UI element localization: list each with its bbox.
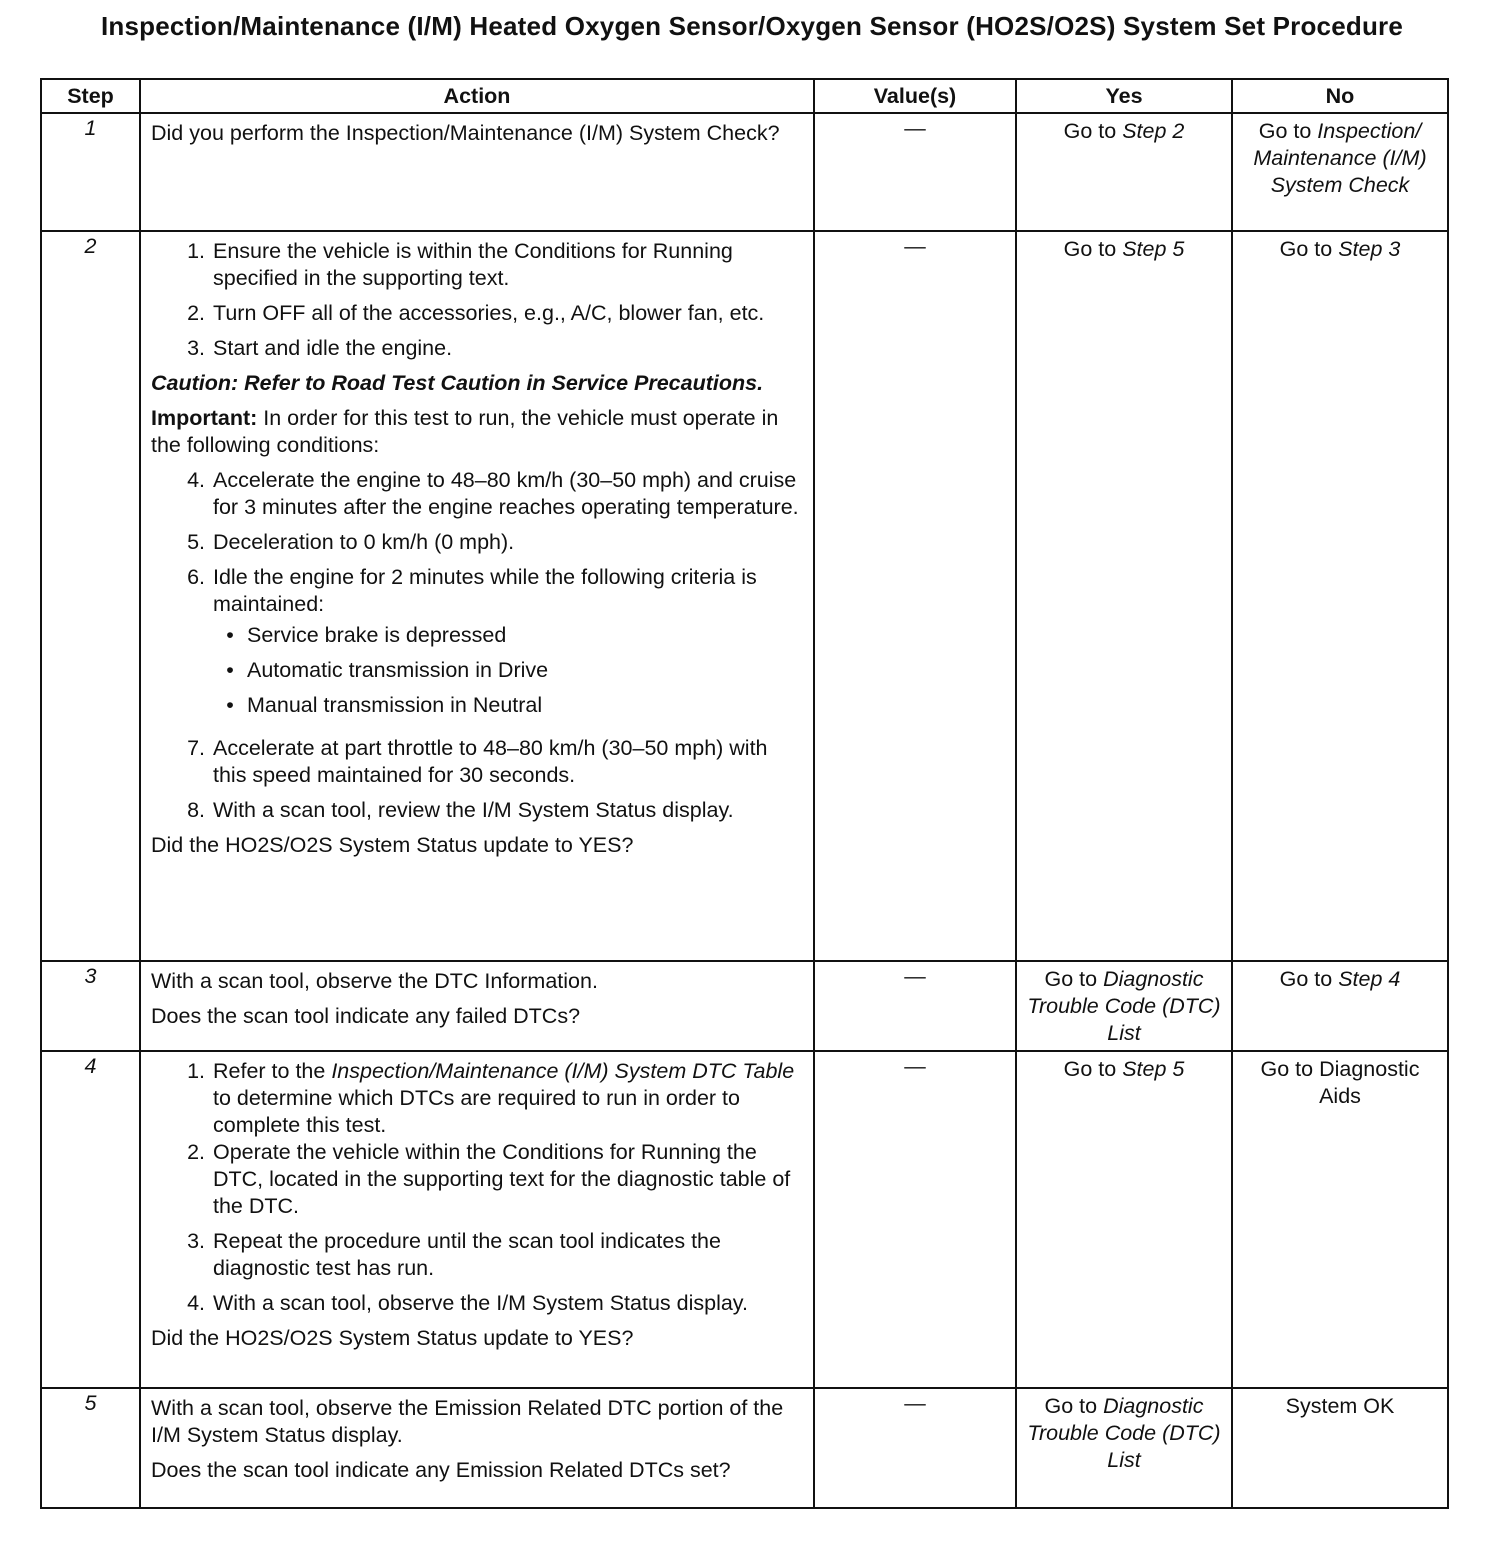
yes-cell	[1016, 231, 1232, 961]
action-cell	[140, 1388, 814, 1508]
table-row	[41, 961, 1448, 1051]
yes-target: Diagnostic Trouble Code (DTC) List	[1027, 967, 1221, 1045]
yes-prefix: Go to	[1063, 237, 1123, 261]
table-row	[41, 1051, 1448, 1388]
page-title: Inspection/Maintenance (I/M) Heated Oxygen Sensor/Oxygen Sensor (HO2S/O2S) System Set Procedure	[100, 11, 1404, 41]
yes-prefix: Go to	[1063, 1057, 1123, 1081]
list-item	[151, 238, 803, 292]
yes-target: Step 2	[1122, 119, 1185, 143]
item-text: Ensure the vehicle is within the Conditions for Running specified in the supporting text.	[213, 239, 733, 290]
list-item	[151, 467, 803, 521]
no-cell: Go to Diagnostic Aids	[1232, 1051, 1448, 1388]
step-number: 1	[41, 113, 140, 231]
action-cell	[140, 231, 814, 961]
bullet-icon: •	[226, 658, 234, 682]
item-number: 3.	[187, 1229, 205, 1253]
step-number: 3	[41, 961, 140, 1051]
yes-target: Step 5	[1122, 237, 1185, 261]
table-row	[41, 1388, 1448, 1508]
list-item	[151, 797, 803, 824]
yes-cell	[1016, 961, 1232, 1051]
item-text: Deceleration to 0 km/h (0 mph).	[213, 530, 515, 554]
item-text: to determine which DTCs are required to run in order to complete this test.	[213, 1086, 740, 1137]
action-list	[151, 735, 803, 824]
header-yes: Yes	[1016, 79, 1232, 113]
list-item	[151, 735, 803, 789]
item-number: 7.	[187, 736, 205, 760]
item-text: Operate the vehicle within the Conditions for Running the DTC, located in the supporting text for the diagnostic table of the DTC.	[213, 1140, 791, 1218]
important-label: Important:	[151, 406, 258, 430]
step-number: 4	[41, 1051, 140, 1388]
bullet-text: Service brake is depressed	[247, 623, 507, 647]
action-list	[151, 238, 803, 362]
procedure-table	[40, 78, 1449, 1509]
action-cell	[140, 113, 814, 231]
list-item	[151, 1139, 803, 1220]
no-target: Step 4	[1338, 967, 1401, 991]
item-number: 2.	[187, 301, 205, 325]
item-number: 3.	[187, 336, 205, 360]
no-target: Step 3	[1338, 237, 1401, 261]
header-action: Action	[140, 79, 814, 113]
yes-target: Step 5	[1122, 1057, 1185, 1081]
value-cell: —	[814, 961, 1016, 1051]
yes-cell	[1016, 113, 1232, 231]
yes-prefix: Go to	[1044, 1394, 1104, 1418]
value-cell: —	[814, 1388, 1016, 1508]
action-list	[151, 1058, 803, 1139]
item-number: 8.	[187, 798, 205, 822]
list-item	[151, 335, 803, 362]
yes-cell	[1016, 1388, 1232, 1508]
item-text: Start and idle the engine.	[213, 336, 453, 360]
no-target: Inspection/ Maintenance (I/M) System Check	[1253, 119, 1427, 197]
item-number: 5.	[187, 530, 205, 554]
list-item	[151, 564, 803, 727]
step-number: 2	[41, 231, 140, 961]
no-cell	[1232, 231, 1448, 961]
value-cell: —	[814, 113, 1016, 231]
item-text: Turn OFF all of the accessories, e.g., A/C, blower fan, etc.	[213, 301, 765, 325]
action-question: Did the HO2S/O2S System Status update to YES?	[151, 1326, 634, 1350]
list-item: 1. Refer to the Inspection/Maintenance (I/M) System DTC Table to determine which DTCs are required to run in order to complete this test.	[187, 1059, 795, 1137]
bullet-item	[213, 657, 803, 684]
no-prefix: Go to	[1279, 967, 1339, 991]
no-prefix: Go to	[1258, 119, 1318, 143]
list-item	[151, 300, 803, 327]
item-text: Repeat the procedure until the scan tool indicates the diagnostic test has run.	[213, 1229, 721, 1280]
action-text: With a scan tool, observe the Emission Related DTC portion of the I/M System Status display.	[151, 1396, 784, 1447]
yes-cell	[1016, 1051, 1232, 1388]
item-text: Idle the engine for 2 minutes while the following criteria is maintained: • Service brake is depressed • Automatic transmission in Drive • Manual transmission in Neutral	[213, 564, 803, 727]
no-cell	[1232, 961, 1448, 1051]
value-cell: —	[814, 1051, 1016, 1388]
bullet-text: Automatic transmission in Drive	[247, 658, 549, 682]
caution-note: Caution: Refer to Road Test Caution in Service Precautions.	[151, 371, 764, 395]
action-text: Did you perform the Inspection/Maintenance (I/M) System Check?	[151, 121, 780, 145]
action-question: Does the scan tool indicate any failed DTCs?	[151, 1004, 581, 1028]
item-number: 6.	[187, 565, 205, 589]
bullet-icon: •	[226, 693, 234, 717]
yes-prefix: Go to	[1063, 119, 1123, 143]
item-text: With a scan tool, observe the I/M System Status display.	[213, 1291, 748, 1315]
item-text: Accelerate at part throttle to 48–80 km/h (30–50 mph) with this speed maintained for 30 seconds.	[213, 736, 768, 787]
yes-target: Diagnostic Trouble Code (DTC) List	[1027, 1394, 1221, 1472]
list-item	[151, 529, 803, 556]
list-item	[151, 1228, 803, 1282]
header-no: No	[1232, 79, 1448, 113]
table-row	[41, 113, 1448, 231]
important-note	[151, 405, 803, 459]
item-text: Refer to the	[213, 1059, 332, 1083]
header-values: Value(s)	[814, 79, 1016, 113]
header-step: Step	[41, 79, 140, 113]
item-number: 4.	[187, 1291, 205, 1315]
bullet-icon: •	[226, 623, 234, 647]
action-text: With a scan tool, observe the DTC Information.	[151, 969, 598, 993]
bullet-item	[213, 692, 803, 719]
no-cell: System OK	[1232, 1388, 1448, 1508]
item-text: With a scan tool, review the I/M System Status display.	[213, 798, 734, 822]
item-number: 4.	[187, 468, 205, 492]
action-question: Does the scan tool indicate any Emission Related DTCs set?	[151, 1458, 731, 1482]
table-reference: Inspection/Maintenance (I/M) System DTC Table	[331, 1059, 795, 1083]
action-list	[151, 1139, 803, 1317]
action-cell	[140, 961, 814, 1051]
yes-prefix: Go to	[1044, 967, 1104, 991]
no-cell	[1232, 113, 1448, 231]
step-number: 5	[41, 1388, 140, 1508]
important-text: In order for this test to run, the vehicle must operate in the following conditions:	[151, 406, 779, 457]
table-row	[41, 231, 1448, 961]
item-text: Accelerate the engine to 48–80 km/h (30–50 mph) and cruise for 3 minutes after the engine reaches operating temperature.	[213, 468, 799, 519]
bullet-item	[213, 622, 803, 649]
value-cell: —	[814, 231, 1016, 961]
criteria-list	[213, 622, 803, 719]
action-cell	[140, 1051, 814, 1388]
no-prefix: Go to	[1279, 237, 1339, 261]
action-list	[151, 467, 803, 727]
item-number: 2.	[187, 1140, 205, 1164]
item-number: 1.	[187, 239, 205, 263]
list-item	[151, 1290, 803, 1317]
bullet-text: Manual transmission in Neutral	[247, 693, 543, 717]
action-question: Did the HO2S/O2S System Status update to YES?	[151, 833, 634, 857]
table-header-row	[41, 79, 1448, 113]
